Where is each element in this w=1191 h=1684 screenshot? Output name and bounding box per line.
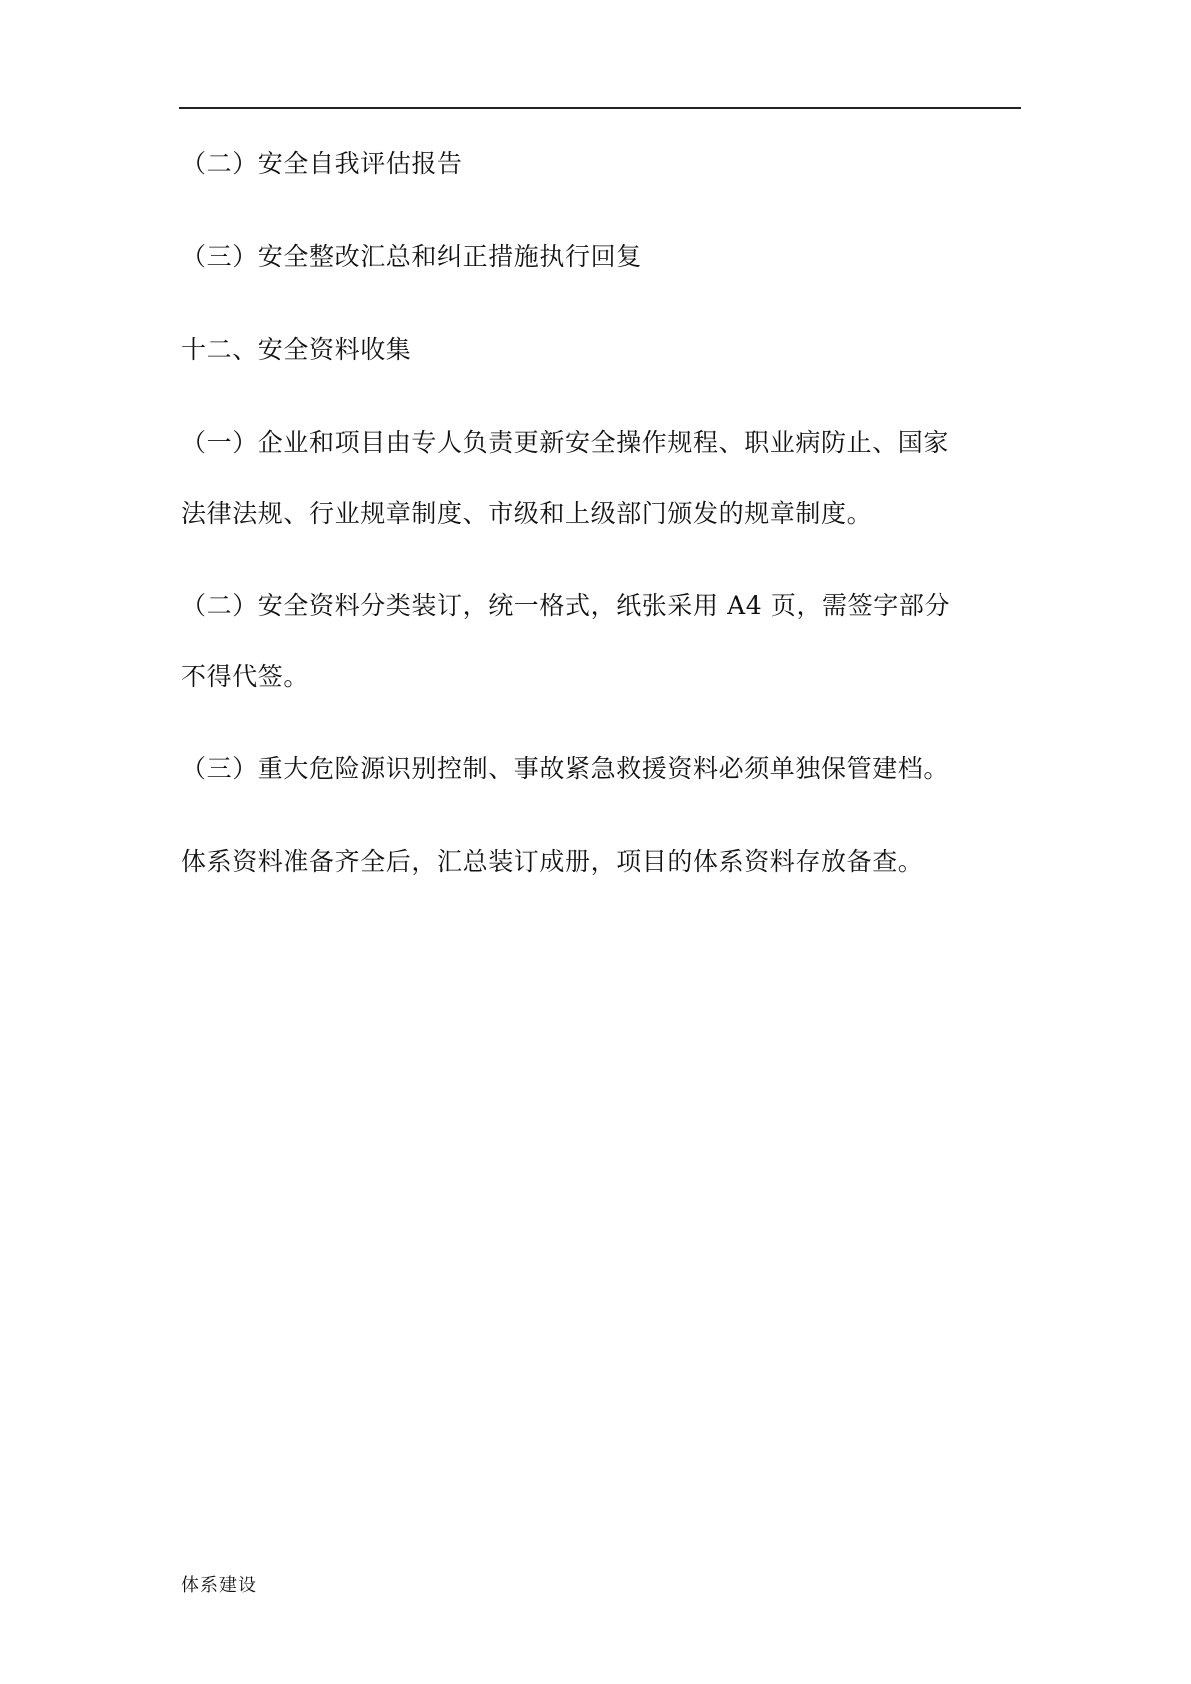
paragraph-rectification-summary: （三）安全整改汇总和纠正措施执行回复	[181, 242, 642, 271]
paragraph-updating-regulations	[181, 423, 1021, 534]
paragraph-system-documents-storage: 体系资料准备齐全后，汇总装订成册，项目的体系资料存放备查。	[181, 847, 924, 876]
header-divider	[179, 107, 1021, 109]
document-body	[181, 144, 1021, 935]
paragraph-line: （一）企业和项目由专人负责更新安全操作规程、职业病防止、国家	[181, 428, 950, 457]
section-heading-safety-data-collection: 十二、安全资料收集	[181, 335, 412, 364]
paragraph-binding-format	[181, 586, 1021, 697]
paragraph-hazard-and-emergency-records: （三）重大危险源识别控制、事故紧急救援资料必须单独保管建档。	[181, 754, 950, 783]
page-footer: 体系建设	[181, 1575, 257, 1596]
paragraph-self-assessment-report: （二）安全自我评估报告	[181, 149, 463, 178]
paragraph-line: （二）安全资料分类装订，统一格式，纸张采用 A4 页，需签字部分	[181, 591, 951, 620]
paragraph-line: 不得代签。	[181, 662, 310, 691]
paragraph-line: 法律法规、行业规章制度、市级和上级部门颁发的规章制度。	[181, 499, 873, 528]
